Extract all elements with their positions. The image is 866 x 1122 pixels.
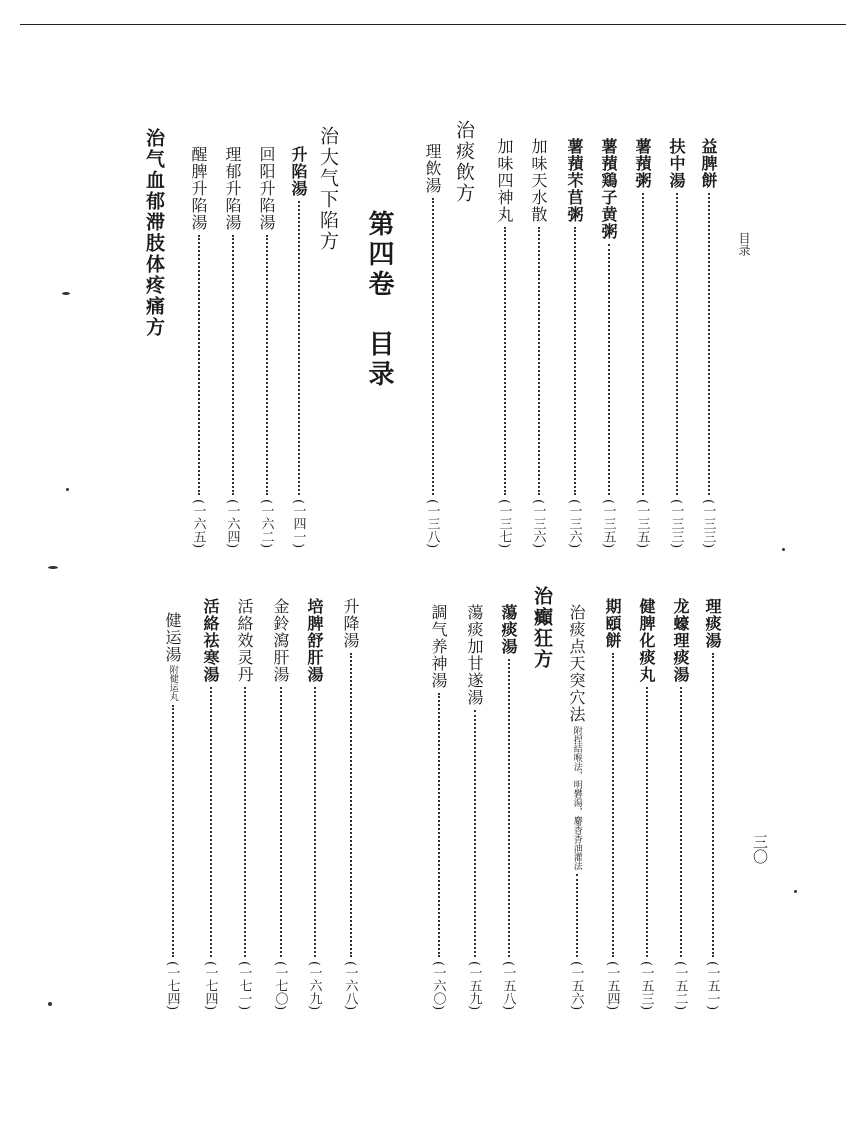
entry-title: 健脾化痰丸	[637, 598, 656, 683]
entry-page: (一七〇)	[272, 960, 288, 1010]
entry-page: (一六五)	[190, 498, 206, 548]
dot-leader	[504, 227, 506, 495]
entry-title: 薯蕷粥	[633, 138, 652, 189]
toc-entry[interactable]	[272, 598, 288, 1010]
entry-title: 調气养神湯	[429, 604, 448, 689]
entry-title: 期頤餅	[603, 598, 622, 649]
top-rule	[20, 24, 846, 25]
section-heading-dian: 治癲狂方	[531, 586, 553, 670]
entry-page: (一七一)	[236, 960, 252, 1010]
entry-title: 加味四神丸	[495, 138, 514, 223]
dot-leader	[612, 653, 614, 957]
dot-leader	[172, 705, 174, 957]
entry-title: 理飲湯	[423, 143, 442, 194]
dot-leader	[646, 687, 648, 957]
chapter-title: 第四卷 目录	[364, 210, 394, 390]
entry-page: (一三六)	[566, 498, 582, 548]
toc-entry[interactable]	[224, 146, 240, 548]
entry-title: 培脾舒肝湯	[305, 598, 324, 683]
entry-title: 升陷湯	[289, 146, 308, 197]
section-heading-blood: 治气血郁滞肢体疼痛方	[143, 128, 165, 338]
toc-entry[interactable]	[600, 138, 616, 548]
dot-leader	[198, 235, 200, 495]
entry-title: 扶中湯	[667, 138, 686, 189]
entry-page: (一五二)	[672, 960, 688, 1010]
toc-entry[interactable]	[568, 604, 584, 1010]
dot-leader	[232, 235, 234, 495]
toc-entry[interactable]	[306, 598, 322, 1010]
toc-entry[interactable]	[638, 598, 654, 1010]
section-heading-qi: 治大气下陷方	[317, 126, 339, 252]
entry-title: 升降湯	[341, 598, 360, 649]
entry-page: (一三六)	[530, 498, 546, 548]
entry-note: 附健运丸	[167, 665, 178, 701]
entry-title: 活絡祛寒湯	[201, 598, 220, 683]
entry-title: 薯蕷芣苢粥	[565, 138, 584, 223]
entry-title: 醒脾升陷湯	[189, 146, 208, 231]
toc-entry[interactable]	[342, 598, 358, 1010]
toc-entry[interactable]	[672, 598, 688, 1010]
entry-page: (一四一)	[290, 498, 306, 548]
entry-page: (一七四)	[202, 960, 218, 1010]
entry-page: (一六四)	[224, 498, 240, 548]
toc-entry[interactable]	[290, 146, 306, 548]
scan-speck	[48, 566, 58, 569]
toc-entry[interactable]	[202, 598, 218, 1010]
entry-title: 理痰湯	[703, 598, 722, 649]
toc-entry[interactable]	[700, 138, 716, 548]
entry-page: (一五四)	[604, 960, 620, 1010]
dot-leader	[676, 193, 678, 495]
entry-page: (一五一)	[704, 960, 720, 1010]
toc-entry[interactable]	[430, 604, 446, 1010]
entry-page: (一六九)	[306, 960, 322, 1010]
entry-title: 薯蕷鶏子黄粥	[599, 138, 618, 240]
entry-page: (一三七)	[496, 498, 512, 548]
dot-leader	[280, 687, 282, 957]
scan-speck	[62, 292, 70, 295]
entry-page: (一三八)	[424, 498, 440, 548]
dot-leader	[314, 687, 316, 957]
entry-page: (一七四)	[164, 960, 180, 1010]
entry-title: 治痰点天突穴法	[567, 604, 586, 723]
entry-title: 加味天水散	[529, 138, 548, 223]
running-head: 目录	[737, 232, 751, 256]
toc-entry[interactable]	[424, 143, 440, 548]
section-heading-tan: 治痰飲方	[453, 120, 475, 204]
toc-entry[interactable]	[704, 598, 720, 1010]
toc-entry[interactable]	[500, 604, 516, 1010]
scan-speck	[794, 890, 797, 893]
dot-leader	[712, 653, 714, 957]
entry-page: (一六二)	[258, 498, 274, 548]
dot-leader	[298, 201, 300, 495]
entry-page: (一三五)	[634, 498, 650, 548]
entry-page: (一五八)	[500, 960, 516, 1010]
toc-entry[interactable]	[604, 598, 620, 1010]
toc-entry[interactable]	[164, 612, 180, 1010]
dot-leader	[210, 687, 212, 957]
entry-page: (一六八)	[342, 960, 358, 1010]
dot-leader	[244, 687, 246, 957]
entry-title: 龙蠔理痰湯	[671, 598, 690, 683]
entry-title: 金鈴瀉肝湯	[271, 598, 290, 683]
dot-leader	[350, 653, 352, 957]
scan-speck	[782, 548, 785, 551]
toc-entry[interactable]	[190, 146, 206, 548]
entry-page: (一五九)	[466, 960, 482, 1010]
toc-entry[interactable]	[496, 138, 512, 548]
page-number: 三〇	[751, 834, 769, 864]
entry-page: (一三三)	[668, 498, 684, 548]
dot-leader	[438, 693, 440, 957]
toc-entry[interactable]	[236, 598, 252, 1010]
dot-leader	[508, 659, 510, 957]
entry-title: 回阳升陷湯	[257, 146, 276, 231]
entry-title: 活絡效灵丹	[235, 598, 254, 683]
scan-speck	[48, 1002, 52, 1006]
dot-leader	[576, 874, 578, 957]
dot-leader	[432, 198, 434, 495]
toc-entry[interactable]	[258, 146, 274, 548]
entry-title: 健运湯	[163, 612, 182, 663]
entry-page: (一三三)	[700, 498, 716, 548]
dot-leader	[538, 227, 540, 495]
toc-entry[interactable]	[530, 138, 546, 548]
toc-entry[interactable]	[466, 604, 482, 1010]
entry-title: 蕩痰湯	[499, 604, 518, 655]
scan-speck	[66, 488, 69, 491]
entry-title: 益脾餅	[699, 138, 718, 189]
toc-entry[interactable]	[634, 138, 650, 548]
entry-page: (一六〇)	[430, 960, 446, 1010]
toc-entry[interactable]	[668, 138, 684, 548]
dot-leader	[266, 235, 268, 495]
entry-note: 附捏結喉法，明礬湯，麝香香油灌法	[571, 726, 582, 870]
dot-leader	[642, 193, 644, 495]
entry-title: 蕩痰加甘遂湯	[465, 604, 484, 706]
dot-leader	[708, 193, 710, 495]
entry-page: (一五三)	[638, 960, 654, 1010]
dot-leader	[608, 244, 610, 495]
dot-leader	[680, 687, 682, 957]
entry-page: (一五六)	[568, 960, 584, 1010]
dot-leader	[574, 227, 576, 495]
dot-leader	[474, 710, 476, 957]
toc-entry[interactable]	[566, 138, 582, 548]
entry-page: (一三五)	[600, 498, 616, 548]
entry-title: 理郁升陷湯	[223, 146, 242, 231]
